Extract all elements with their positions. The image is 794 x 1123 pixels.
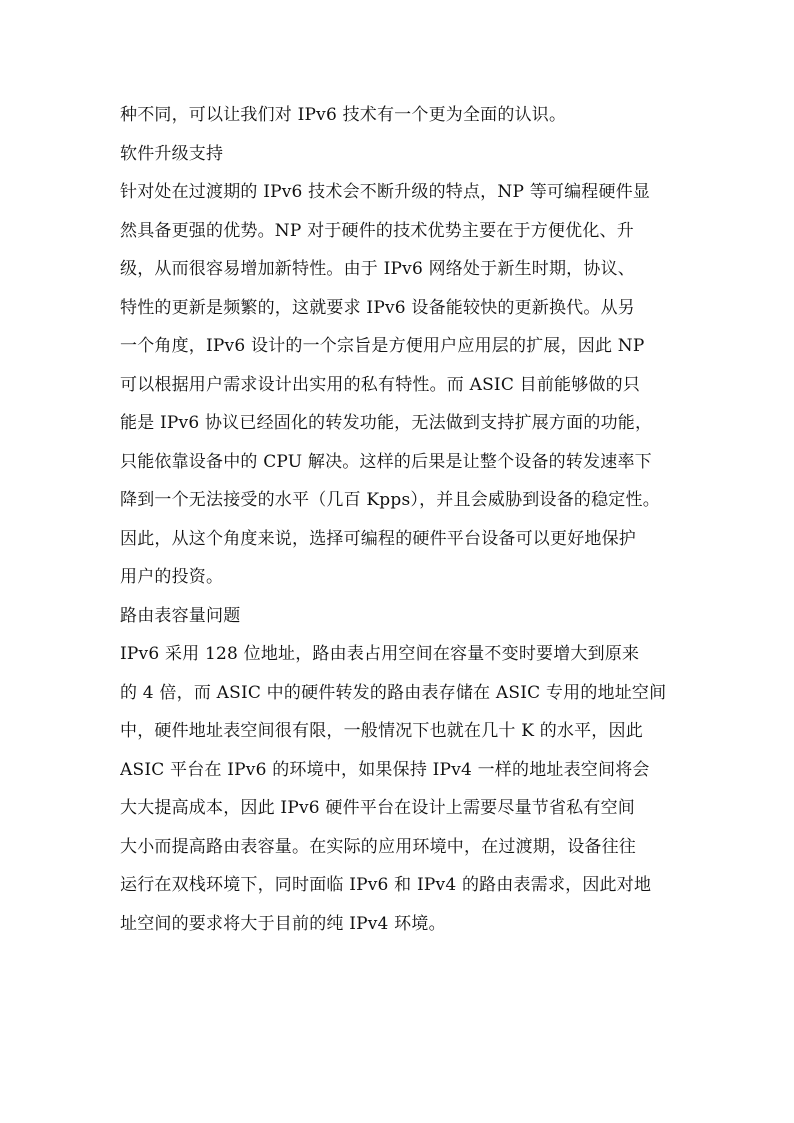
section-heading-routing-table-capacity: 路由表容量问题 [120,605,241,626]
paragraph-line: 址空间的要求将大于目前的纯 IPv4 环境。 [120,913,446,934]
paragraph-line: 级，从而很容易增加新特性。由于 IPv6 网络处于新生时期，协议、 [120,259,635,279]
body-text [120,96,680,943]
paragraph-line: 运行在双栈环境下，同时面临 IPv6 和 IPv4 的路由表需求，因此对地 [120,875,652,895]
paragraph-line: 可以根据用户需求设计出实用的私有特性。而 ASIC 目前能够做的只 [120,374,641,395]
paragraph-line: 大小而提高路由表容量。在实际的应用环境中，在过渡期，设备往往 [120,836,636,857]
paragraph-line: 只能依靠设备中的 CPU 解决。这样的后果是让整个设备的转发速率下 [120,451,652,472]
paragraph-line: 特性的更新是频繁的，这就要求 IPv6 设备能较快的更新换代。从另 [120,297,635,318]
paragraph-line: 针对处在过渡期的 IPv6 技术会不断升级的特点，NP 等可编程硬件显 [120,182,651,202]
paragraph-line: 因此，从这个角度来说，选择可编程的硬件平台设备可以更好地保护 [120,528,636,549]
paragraph-line: ASIC 平台在 IPv6 的环境中，如果保持 IPv4 一样的地址表空间将会 [120,759,650,780]
paragraph-line: 用户的投资。 [120,567,224,587]
paragraph-line: 然具备更强的优势。NP 对于硬件的技术优势主要在于方便优化、升 [120,220,634,241]
paragraph-line: 能是 IPv6 协议已经固化的转发功能，无法做到支持扩展方面的功能， [120,413,653,433]
section-heading-software-upgrade: 软件升级支持 [120,143,224,164]
paragraph-line: 的 4 倍，而 ASIC 中的硬件转发的路由表存储在 ASIC 专用的地址空间 [120,682,667,703]
paragraph-line: 种不同，可以让我们对 IPv6 技术有一个更为全面的认识。 [120,105,567,125]
paragraph-line: 中，硬件地址表空间很有限，一般情况下也就在几十 K 的水平，因此 [120,721,643,741]
paragraph-line: 大大提高成本，因此 IPv6 硬件平台在设计上需要尽量节省私有空间 [120,798,635,818]
paragraph-line: 一个角度，IPv6 设计的一个宗旨是方便用户应用层的扩展，因此 NP [120,336,645,356]
paragraph-line: 降到一个无法接受的水平（几百 Kpps），并且会威胁到设备的稳定性。 [120,490,660,510]
paragraph-line: IPv6 采用 128 位地址，路由表占用空间在容量不变时要增大到原来 [120,644,640,664]
